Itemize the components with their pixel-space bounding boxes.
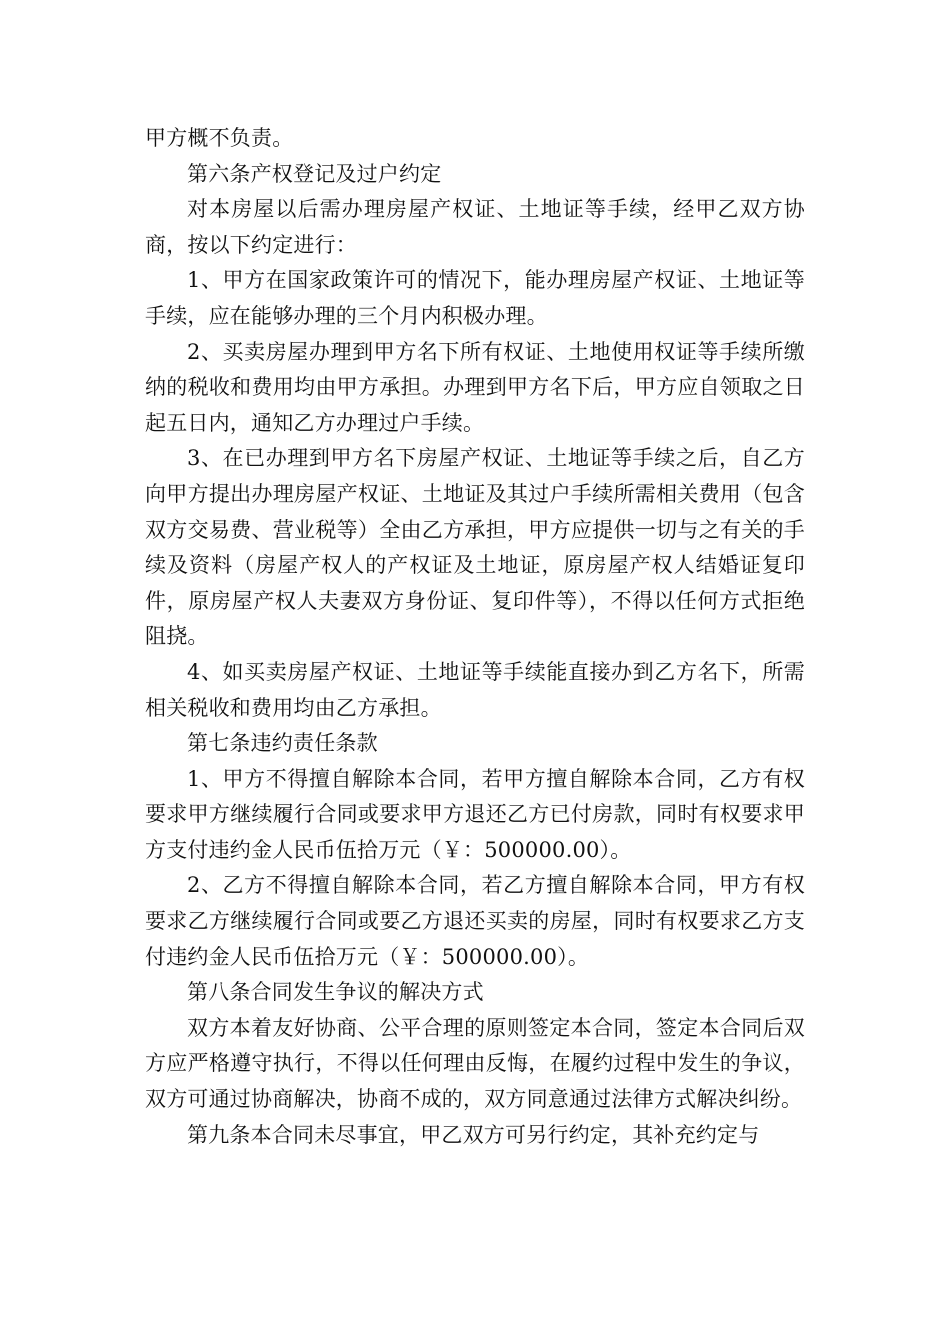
article-7-item-2: 2、乙方不得擅自解除本合同，若乙方擅自解除本合同，甲方有权要求乙方继续履行合同或要乙方退还买卖的房屋，同时有权要求乙方支付违约金人民币伍拾万元（￥：500000.00）。 [145,873,805,969]
article-6-heading: 第六条产权登记及过户约定 [187,161,442,186]
article-9-body: 第九条本合同未尽事宜，甲乙双方可另行约定，其补充约定与 [187,1122,760,1147]
article-8-heading: 第八条合同发生争议的解决方式 [187,980,484,1005]
article-8-body: 双方本着友好协商、公平合理的原则签定本合同，签定本合同后双方应严格遵守执行，不得以任何理由反悔，在履约过程中发生的争议，双方可通过协商解决，协商不成的，双方同意通过法律方式解决纠纷。 [145,1015,805,1112]
article-6-item-3: 3、在已办理到甲方名下房屋产权证、土地证等手续之后，自乙方向甲方提出办理房屋产权证、土地证及其过户手续所需相关费用（包含双方交易费、营业税等）全由乙方承担，甲方应提供一切与之有关的手续及资料（房屋产权人的产权证及土地证，原房屋产权人结婚证复印件，原房屋产权人夫妻双方身份证、复印件等），不得以任何方式拒绝阻挠。 [145,446,805,649]
article-6-intro: 对本房屋以后需办理房屋产权证、土地证等手续，经甲乙双方协商，按以下约定进行： [145,197,805,257]
paragraph-continuation: 甲方概不负责。 [145,126,294,150]
article-6-item-2: 2、买卖房屋办理到甲方名下所有权证、土地使用权证等手续所缴纳的税收和费用均由甲方承担。办理到甲方名下后，甲方应自领取之日起五日内，通知乙方办理过户手续。 [145,339,805,435]
document-body [145,121,805,1153]
article-7-item-1: 1、甲方不得擅自解除本合同，若甲方擅自解除本合同，乙方有权要求甲方继续履行合同或要求甲方退还乙方已付房款，同时有权要求甲方支付违约金人民币伍拾万元（￥：500000.00）。 [145,766,805,862]
article-6-item-4: 4、如买卖房屋产权证、土地证等手续能直接办到乙方名下，所需相关税收和费用均由乙方承担。 [145,659,805,720]
article-6-item-1: 1、甲方在国家政策许可的情况下，能办理房屋产权证、土地证等手续，应在能够办理的三个月内积极办理。 [145,268,805,328]
article-7-heading: 第七条违约责任条款 [187,731,378,756]
